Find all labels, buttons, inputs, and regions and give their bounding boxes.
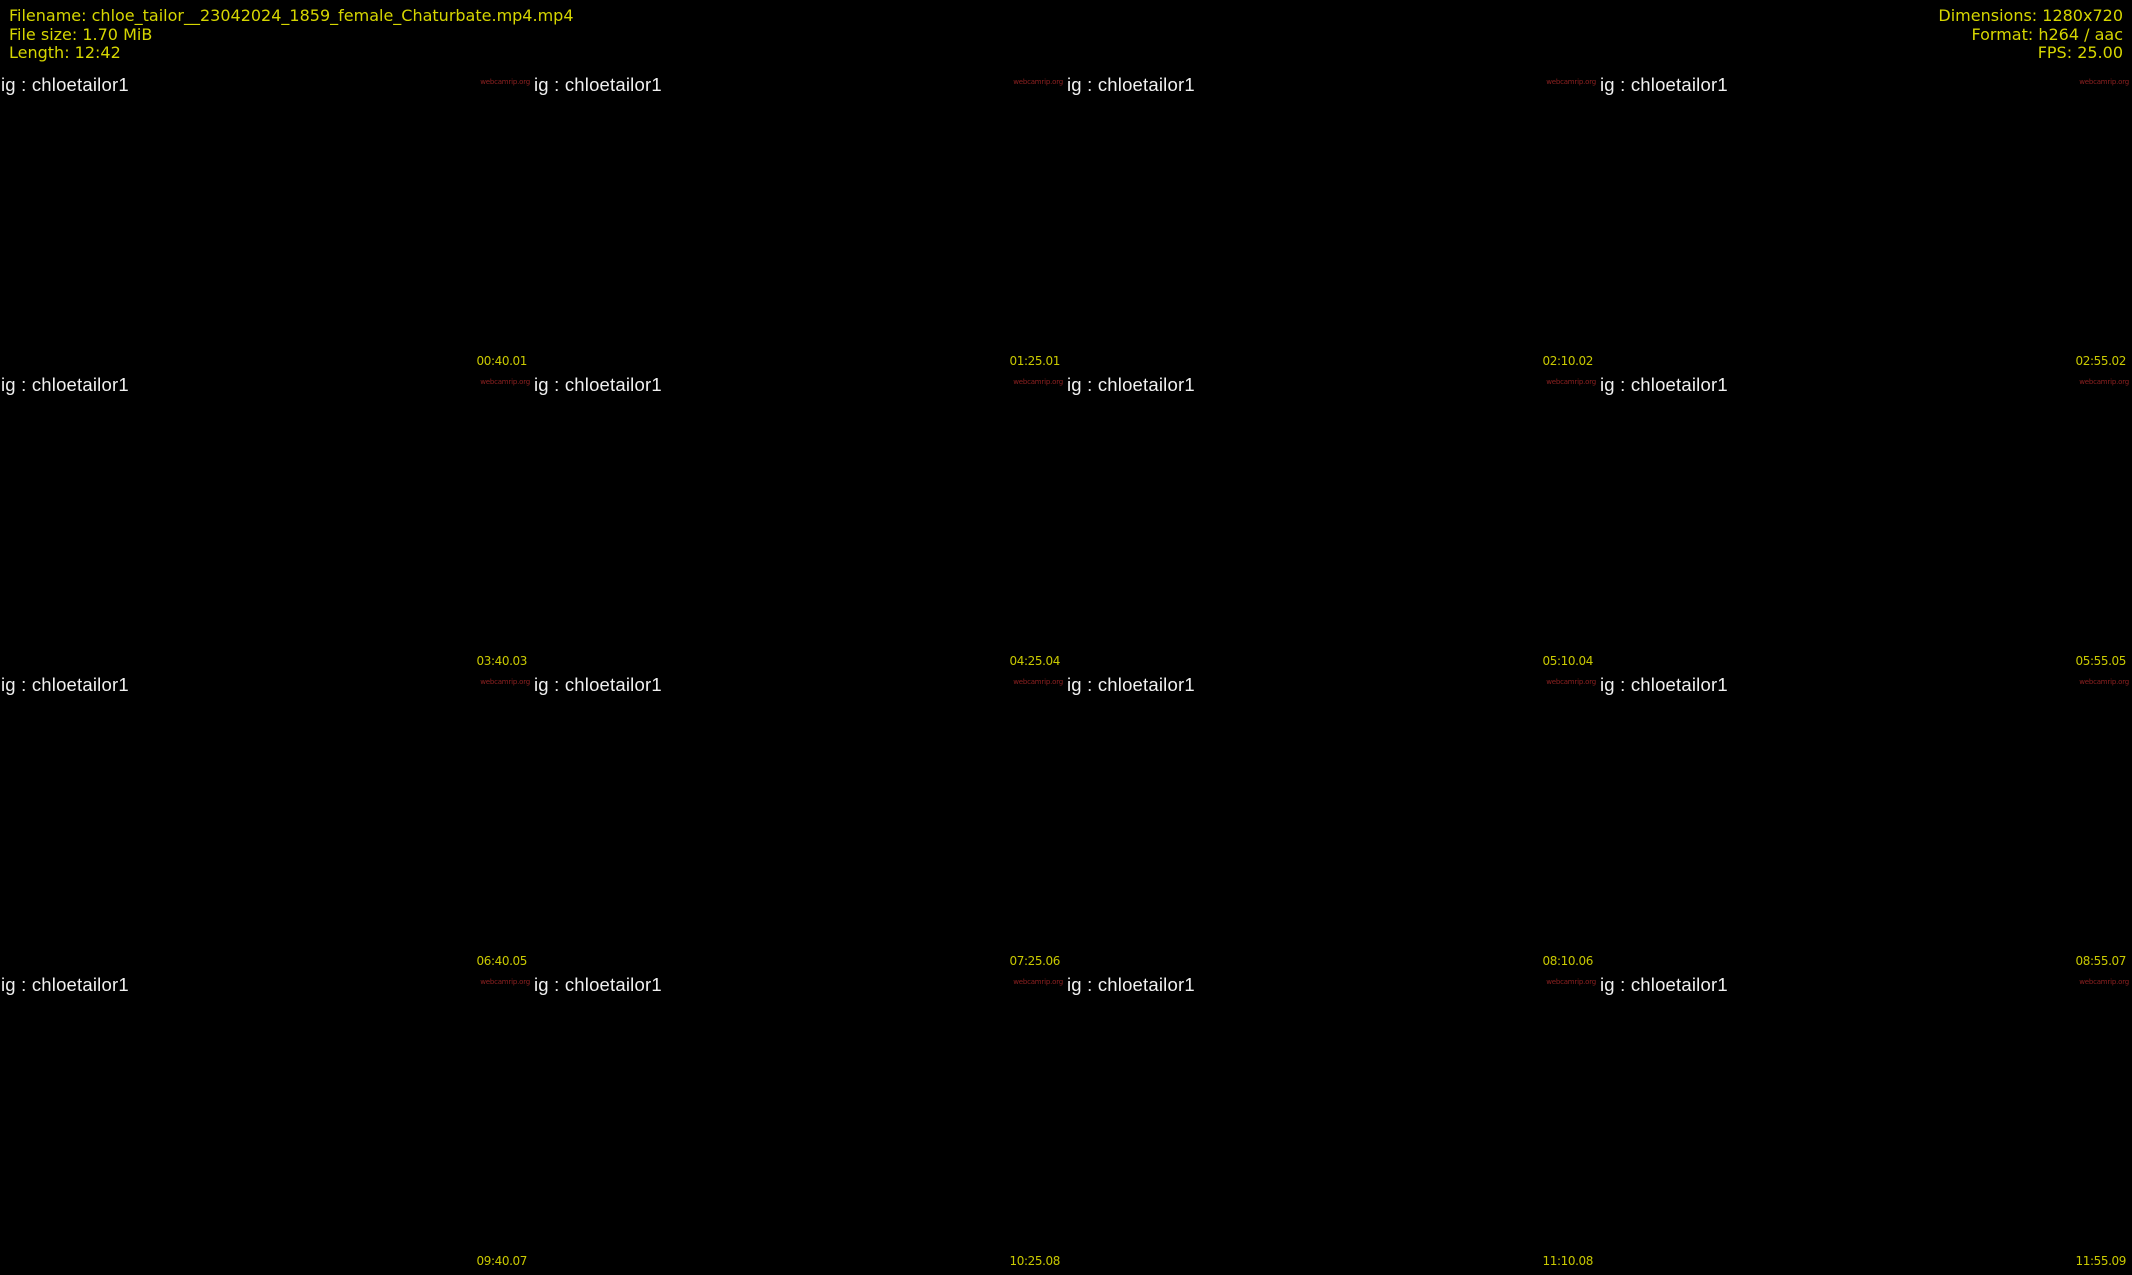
video-thumbnail [1599, 675, 2132, 975]
watermark-text: webcamrip.org [2079, 78, 2129, 86]
video-thumbnail [1599, 975, 2132, 1275]
thumbnail-timestamp: 05:55.05 [2075, 654, 2126, 668]
video-overlay-username: ig : chloetailor1 [1600, 375, 1728, 395]
video-thumbnail [1066, 675, 1599, 975]
thumbnail-timestamp: 00:40.01 [476, 354, 527, 368]
video-overlay-username: ig : chloetailor1 [1067, 75, 1195, 95]
watermark-text: webcamrip.org [2079, 378, 2129, 386]
thumbnail-timestamp: 05:10.04 [1542, 654, 1593, 668]
watermark-text: webcamrip.org [480, 378, 530, 386]
video-thumbnail [1066, 75, 1599, 375]
video-thumbnail [533, 675, 1066, 975]
thumbnail-timestamp: 07:25.06 [1009, 954, 1060, 968]
watermark-text: webcamrip.org [2079, 678, 2129, 686]
video-overlay-username: ig : chloetailor1 [534, 375, 662, 395]
video-thumbnail [0, 75, 533, 375]
video-thumbnail [1599, 75, 2132, 375]
video-overlay-username: ig : chloetailor1 [1, 675, 129, 695]
dimensions-text: Dimensions: 1280x720 [1938, 6, 2123, 25]
video-overlay-username: ig : chloetailor1 [534, 975, 662, 995]
watermark-text: webcamrip.org [480, 678, 530, 686]
video-overlay-username: ig : chloetailor1 [1, 975, 129, 995]
length-text: Length: 12:42 [9, 43, 121, 62]
watermark-text: webcamrip.org [1546, 378, 1596, 386]
video-overlay-username: ig : chloetailor1 [1067, 375, 1195, 395]
thumbnail-timestamp: 08:10.06 [1542, 954, 1593, 968]
video-overlay-username: ig : chloetailor1 [1600, 975, 1728, 995]
thumbnail-timestamp: 09:40.07 [476, 1254, 527, 1268]
filename-text: Filename: chloe_tailor__23042024_1859_female_Chaturbate.mp4.mp4 [9, 6, 574, 25]
video-overlay-username: ig : chloetailor1 [1067, 675, 1195, 695]
watermark-text: webcamrip.org [1013, 378, 1063, 386]
filesize-text: File size: 1.70 MiB [9, 24, 153, 44]
video-thumbnail [1066, 375, 1599, 675]
video-thumbnail [0, 975, 533, 1275]
video-thumbnail [1599, 375, 2132, 675]
info-header [0, 0, 2132, 75]
thumbnail-timestamp: 03:40.03 [476, 654, 527, 668]
format-text: Format: h264 / aac [1971, 24, 2123, 44]
fps-text: FPS: 25.00 [2037, 43, 2123, 62]
thumbnail-timestamp: 08:55.07 [2075, 954, 2126, 968]
thumbnail-timestamp: 02:10.02 [1542, 354, 1593, 368]
video-thumbnail [533, 375, 1066, 675]
watermark-text: webcamrip.org [480, 978, 530, 986]
thumbnail-timestamp: 02:55.02 [2075, 354, 2126, 368]
thumbnail-grid [0, 75, 2132, 1275]
video-overlay-username: ig : chloetailor1 [1067, 975, 1195, 995]
thumbnail-timestamp: 11:55.09 [2075, 1254, 2126, 1268]
watermark-text: webcamrip.org [1013, 678, 1063, 686]
thumbnail-timestamp: 06:40.05 [476, 954, 527, 968]
video-overlay-username: ig : chloetailor1 [1, 75, 129, 95]
watermark-text: webcamrip.org [480, 78, 530, 86]
video-thumbnail [0, 675, 533, 975]
video-overlay-username: ig : chloetailor1 [1600, 75, 1728, 95]
info-header-left [9, 7, 574, 63]
info-header-right [1938, 7, 2123, 63]
video-overlay-username: ig : chloetailor1 [1, 375, 129, 395]
video-thumbnail [533, 975, 1066, 1275]
watermark-text: webcamrip.org [1546, 78, 1596, 86]
watermark-text: webcamrip.org [1546, 978, 1596, 986]
watermark-text: webcamrip.org [1013, 78, 1063, 86]
video-thumbnail [0, 375, 533, 675]
watermark-text: webcamrip.org [2079, 978, 2129, 986]
video-thumbnail [533, 75, 1066, 375]
thumbnail-timestamp: 04:25.04 [1009, 654, 1060, 668]
watermark-text: webcamrip.org [1546, 678, 1596, 686]
video-overlay-username: ig : chloetailor1 [1600, 675, 1728, 695]
thumbnail-timestamp: 01:25.01 [1009, 354, 1060, 368]
watermark-text: webcamrip.org [1013, 978, 1063, 986]
video-overlay-username: ig : chloetailor1 [534, 675, 662, 695]
thumbnail-timestamp: 10:25.08 [1009, 1254, 1060, 1268]
video-overlay-username: ig : chloetailor1 [534, 75, 662, 95]
video-thumbnail [1066, 975, 1599, 1275]
thumbnail-timestamp: 11:10.08 [1542, 1254, 1593, 1268]
